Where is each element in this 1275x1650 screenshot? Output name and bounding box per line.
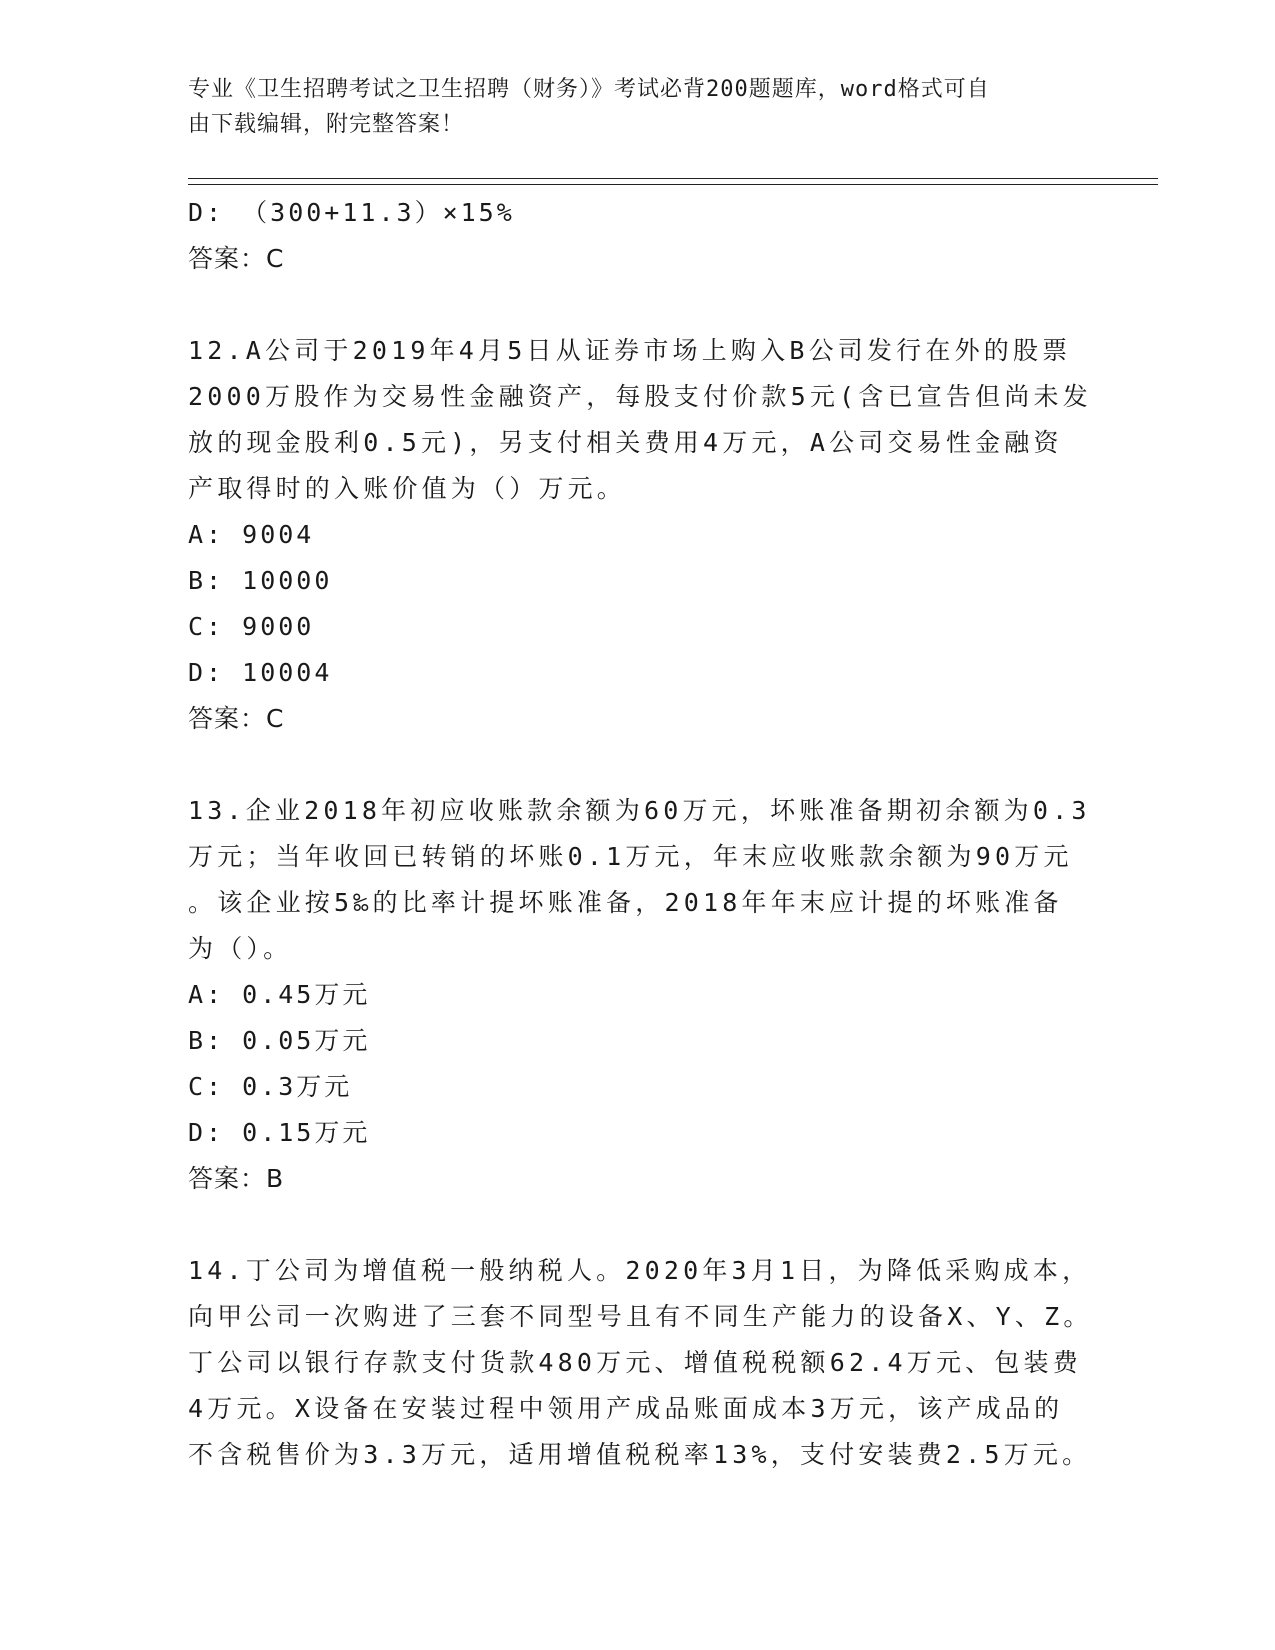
header-line-2: 由下载编辑，附完整答案！ — [188, 112, 465, 137]
document-body — [188, 190, 1093, 1478]
stem-line: 2000万股作为交易性金融资产，每股支付价款5元(含已宣告但尚未发 — [188, 382, 1092, 411]
document-header — [188, 72, 1088, 142]
option-c: C: 9000 — [188, 612, 315, 641]
option-d: D: （300+11.3）×15% — [188, 198, 515, 227]
stem-line: 12.A公司于2019年4月5日从证券市场上购入B公司发行在外的股票 — [188, 336, 1072, 365]
question-stem — [188, 328, 1092, 512]
answer-line: 答案：C — [188, 704, 285, 733]
stem-line: 4万元。X设备在安装过程中领用产成品账面成本3万元，该产成品的 — [188, 1394, 1064, 1423]
stem-line: 丁公司以银行存款支付货款480万元、增值税税额62.4万元、包装费 — [188, 1348, 1082, 1377]
option-c: C: 0.3万元 — [188, 1072, 353, 1101]
answer-line: 答案：C — [188, 244, 285, 273]
question-14 — [188, 1248, 1093, 1478]
question-stem — [188, 788, 1091, 972]
previous-question-tail — [188, 190, 1088, 282]
stem-line: 万元；当年收回已转销的坏账0.1万元，年末应收账款余额为90万元 — [188, 842, 1073, 871]
header-rule-bottom — [188, 184, 1158, 185]
answer-line: 答案：B — [188, 1164, 285, 1193]
stem-line: 向甲公司一次购进了三套不同型号且有不同生产能力的设备X、Y、Z。 — [188, 1302, 1093, 1331]
question-12 — [188, 328, 1092, 742]
stem-line: 。该企业按5‰的比率计提坏账准备，2018年年末应计提的坏账准备 — [188, 888, 1063, 917]
stem-line: 放的现金股利0.5元)，另支付相关费用4万元，A公司交易性金融资 — [188, 428, 1063, 457]
stem-line: 14.丁公司为增值税一般纳税人。2020年3月1日，为降低采购成本， — [188, 1256, 1092, 1285]
header-rule-top — [188, 178, 1158, 179]
option-d: D: 0.15万元 — [188, 1118, 371, 1147]
stem-line: 为（）。 — [188, 934, 293, 963]
stem-line: 13.企业2018年初应收账款余额为60万元，坏账准备期初余额为0.3 — [188, 796, 1091, 825]
question-13 — [188, 788, 1091, 1202]
header-line-1: 专业《卫生招聘考试之卫生招聘（财务）》考试必背200题题库，word格式可自 — [188, 77, 990, 102]
option-a: A: 0.45万元 — [188, 980, 371, 1009]
stem-line: 不含税售价为3.3万元，适用增值税税率13%，支付安装费2.5万元。 — [188, 1440, 1092, 1469]
question-stem — [188, 1248, 1093, 1478]
stem-line: 产取得时的入账价值为（）万元。 — [188, 474, 627, 503]
option-b: B: 0.05万元 — [188, 1026, 371, 1055]
option-b: B: 10000 — [188, 566, 333, 595]
option-a: A: 9004 — [188, 520, 315, 549]
option-d: D: 10004 — [188, 658, 333, 687]
